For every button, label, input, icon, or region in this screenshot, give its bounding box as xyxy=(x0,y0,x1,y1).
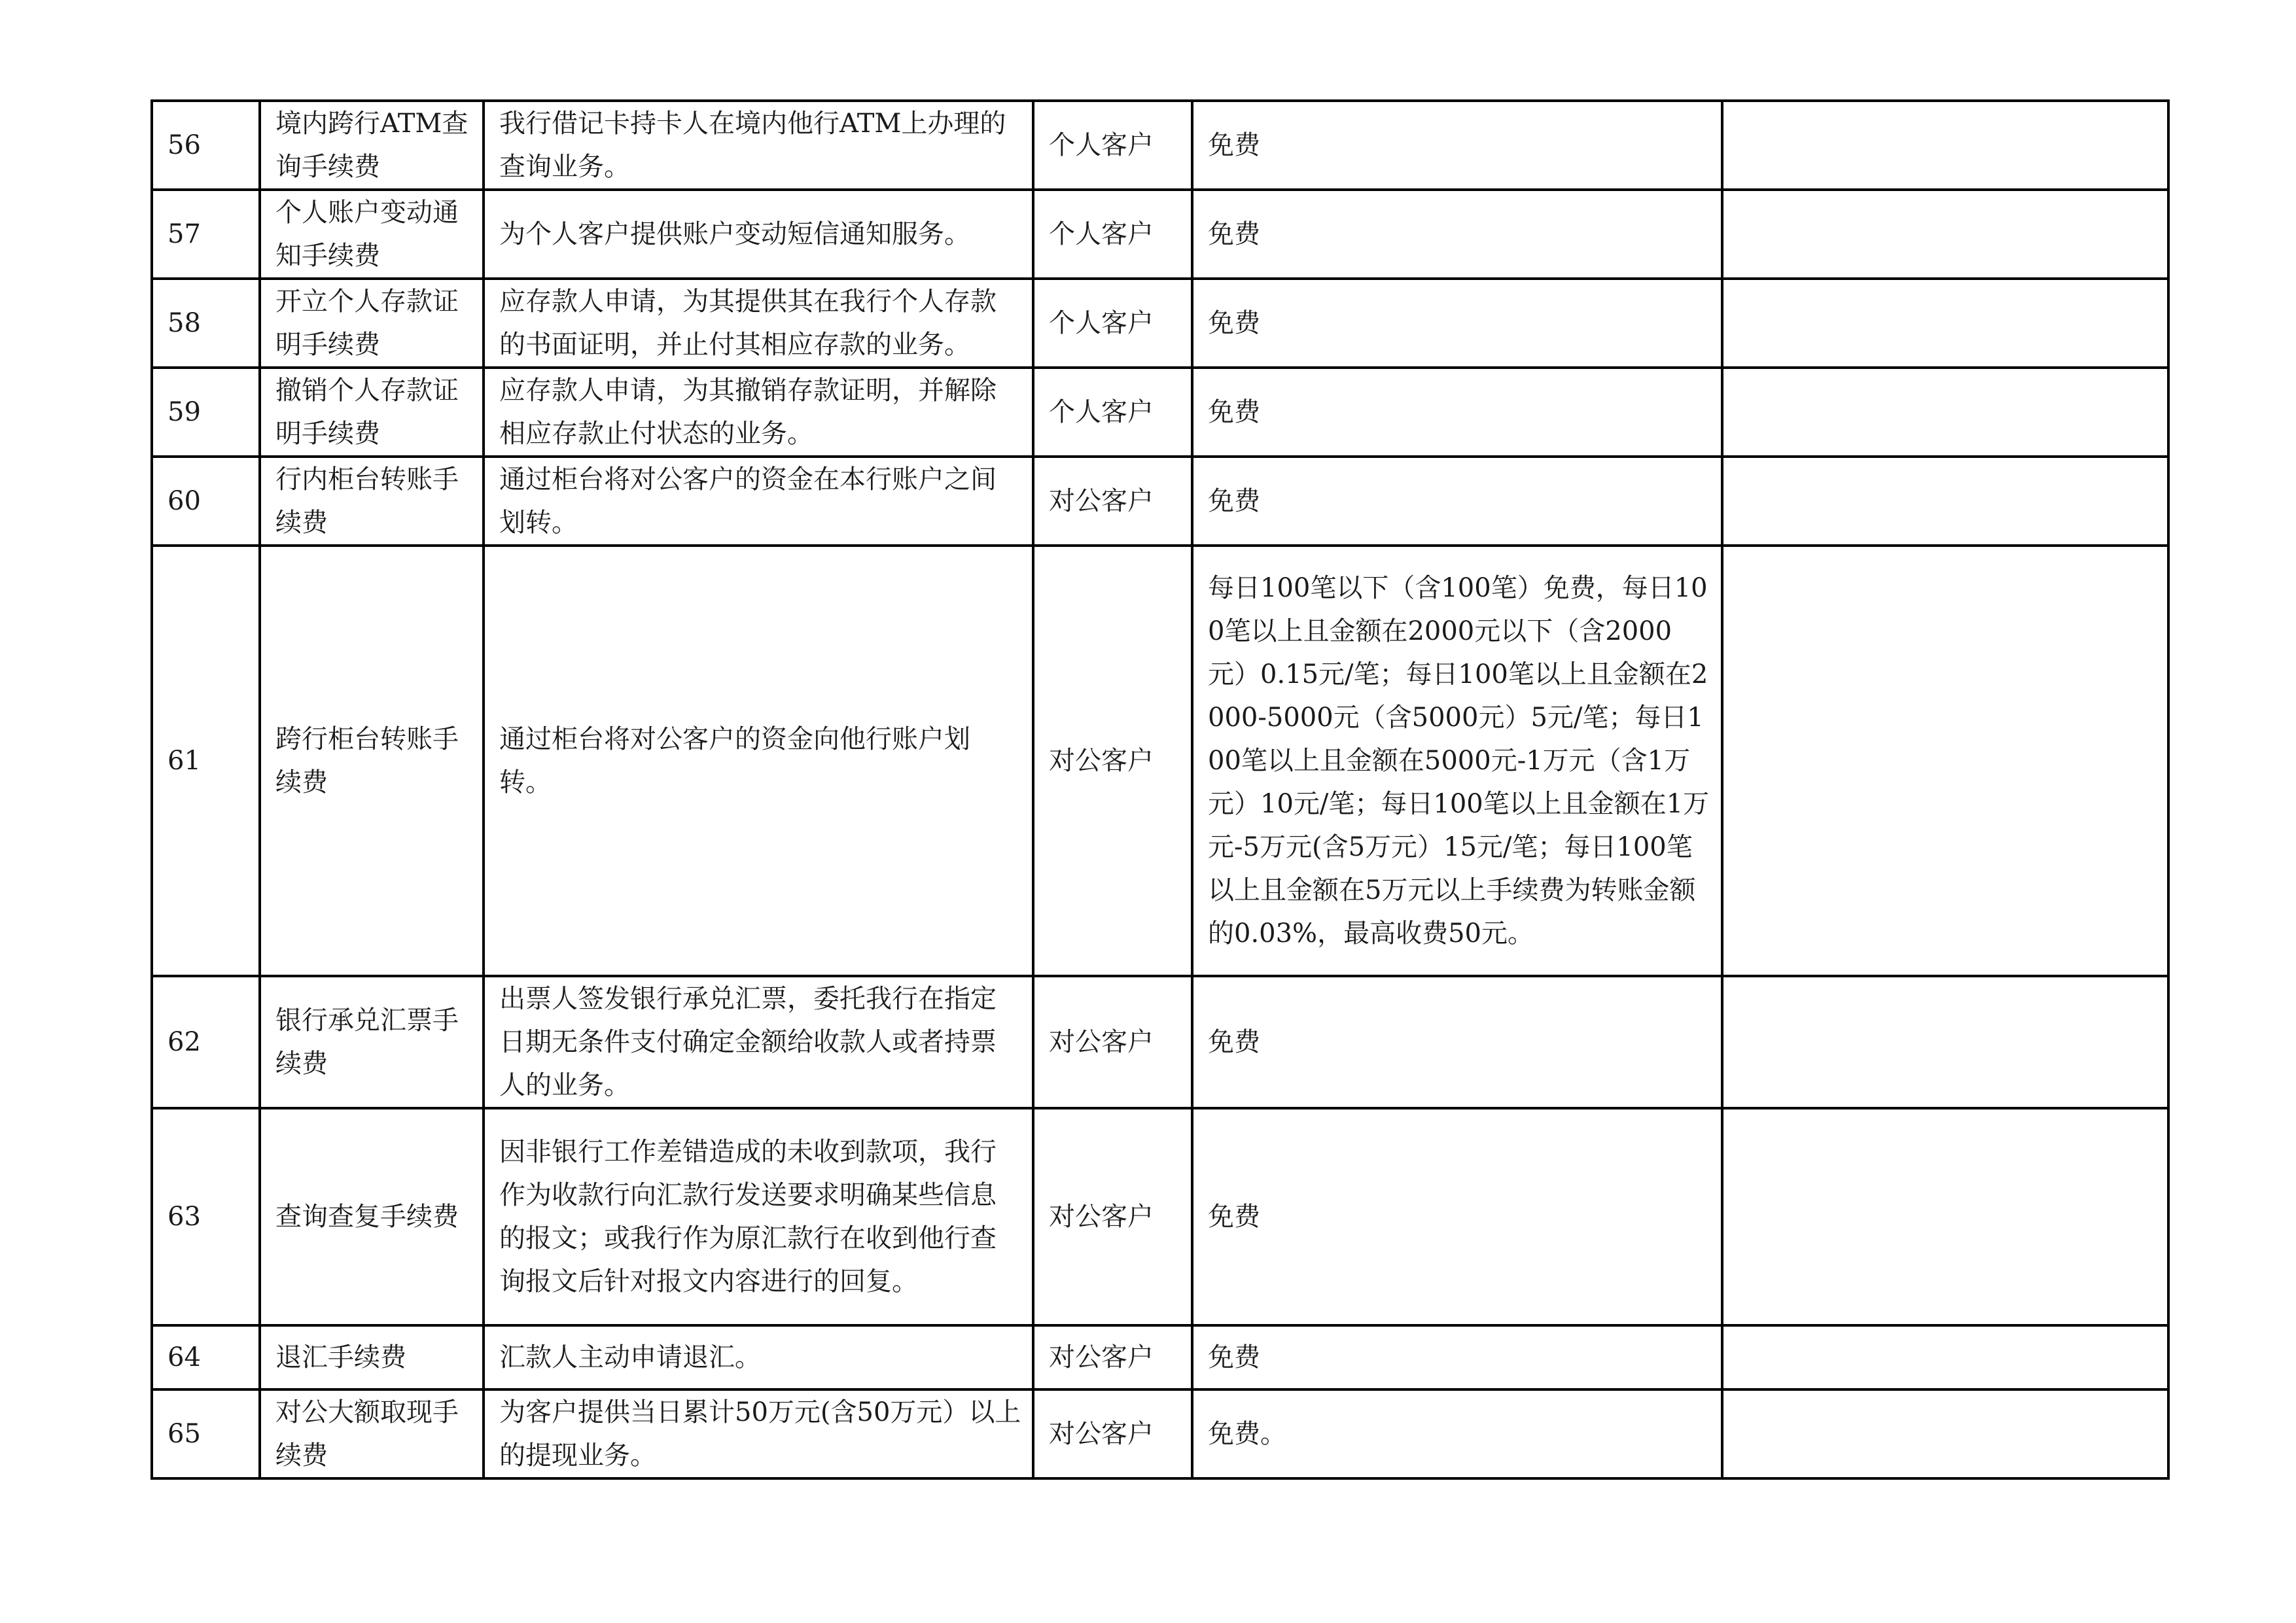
item-description: 我行借记卡持卡人在境内他行ATM上办理的查询业务。 xyxy=(484,101,1033,190)
table-row xyxy=(152,976,2168,1108)
remarks xyxy=(1722,1325,2168,1389)
table-row xyxy=(152,190,2168,279)
row-number: 64 xyxy=(152,1325,260,1389)
table-row xyxy=(152,546,2168,976)
item-description: 因非银行工作差错造成的未收到款项，我行作为收款行向汇款行发送要求明确某些信息的报文；或我行作为原汇款行在收到他行查询报文后针对报文内容进行的回复。 xyxy=(484,1108,1033,1325)
row-number: 62 xyxy=(152,976,260,1108)
customer-type: 个人客户 xyxy=(1033,368,1192,457)
row-number: 56 xyxy=(152,101,260,190)
item-description: 出票人签发银行承兑汇票，委托我行在指定日期无条件支付确定金额给收款人或者持票人的业务。 xyxy=(484,976,1033,1108)
remarks xyxy=(1722,457,2168,546)
item-name: 撤销个人存款证明手续费 xyxy=(260,368,484,457)
row-number: 57 xyxy=(152,190,260,279)
fee-standard: 免费。 xyxy=(1192,1389,1722,1478)
row-number: 63 xyxy=(152,1108,260,1325)
remarks xyxy=(1722,101,2168,190)
item-name: 退汇手续费 xyxy=(260,1325,484,1389)
item-description: 通过柜台将对公客户的资金向他行账户划转。 xyxy=(484,546,1033,976)
customer-type: 个人客户 xyxy=(1033,101,1192,190)
item-name: 银行承兑汇票手续费 xyxy=(260,976,484,1108)
item-name: 行内柜台转账手续费 xyxy=(260,457,484,546)
item-name: 个人账户变动通知手续费 xyxy=(260,190,484,279)
fee-standard: 免费 xyxy=(1192,1108,1722,1325)
row-number: 60 xyxy=(152,457,260,546)
table-row xyxy=(152,279,2168,368)
table-row xyxy=(152,457,2168,546)
fee-table xyxy=(150,99,2170,1480)
row-number: 61 xyxy=(152,546,260,976)
item-description: 通过柜台将对公客户的资金在本行账户之间划转。 xyxy=(484,457,1033,546)
row-number: 65 xyxy=(152,1389,260,1478)
fee-standard: 免费 xyxy=(1192,101,1722,190)
customer-type: 个人客户 xyxy=(1033,190,1192,279)
remarks xyxy=(1722,190,2168,279)
item-name: 对公大额取现手续费 xyxy=(260,1389,484,1478)
fee-standard: 每日100笔以下（含100笔）免费，每日100笔以上且金额在2000元以下（含2000元）0.15元/笔；每日100笔以上且金额在2000-5000元（含5000元）5元/笔；每日100笔以上且金额在5000元-1万元（含1万元）10元/笔；每日100笔以上且金额在1万元-5万元(含5万元）15元/笔；每日100笔以上且金额在5万元以上手续费为转账金额的0.03%，最高收费50元。 xyxy=(1192,546,1722,976)
item-name: 境内跨行ATM查询手续费 xyxy=(260,101,484,190)
customer-type: 对公客户 xyxy=(1033,1325,1192,1389)
fee-standard: 免费 xyxy=(1192,976,1722,1108)
item-description: 汇款人主动申请退汇。 xyxy=(484,1325,1033,1389)
fee-standard: 免费 xyxy=(1192,368,1722,457)
item-name: 跨行柜台转账手续费 xyxy=(260,546,484,976)
item-description: 应存款人申请，为其撤销存款证明，并解除相应存款止付状态的业务。 xyxy=(484,368,1033,457)
fee-standard: 免费 xyxy=(1192,1325,1722,1389)
table-row xyxy=(152,1389,2168,1478)
customer-type: 对公客户 xyxy=(1033,1389,1192,1478)
remarks xyxy=(1722,976,2168,1108)
table-row xyxy=(152,1108,2168,1325)
item-description: 为个人客户提供账户变动短信通知服务。 xyxy=(484,190,1033,279)
customer-type: 对公客户 xyxy=(1033,1108,1192,1325)
customer-type: 对公客户 xyxy=(1033,976,1192,1108)
item-name: 查询查复手续费 xyxy=(260,1108,484,1325)
table-row xyxy=(152,1325,2168,1389)
row-number: 58 xyxy=(152,279,260,368)
item-description: 应存款人申请，为其提供其在我行个人存款的书面证明，并止付其相应存款的业务。 xyxy=(484,279,1033,368)
table-row xyxy=(152,368,2168,457)
remarks xyxy=(1722,279,2168,368)
customer-type: 对公客户 xyxy=(1033,457,1192,546)
remarks xyxy=(1722,1389,2168,1478)
fee-standard: 免费 xyxy=(1192,190,1722,279)
fee-standard: 免费 xyxy=(1192,457,1722,546)
item-description: 为客户提供当日累计50万元(含50万元）以上的提现业务。 xyxy=(484,1389,1033,1478)
row-number: 59 xyxy=(152,368,260,457)
remarks xyxy=(1722,546,2168,976)
customer-type: 对公客户 xyxy=(1033,546,1192,976)
remarks xyxy=(1722,1108,2168,1325)
table-row xyxy=(152,101,2168,190)
fee-standard: 免费 xyxy=(1192,279,1722,368)
customer-type: 个人客户 xyxy=(1033,279,1192,368)
item-name: 开立个人存款证明手续费 xyxy=(260,279,484,368)
remarks xyxy=(1722,368,2168,457)
